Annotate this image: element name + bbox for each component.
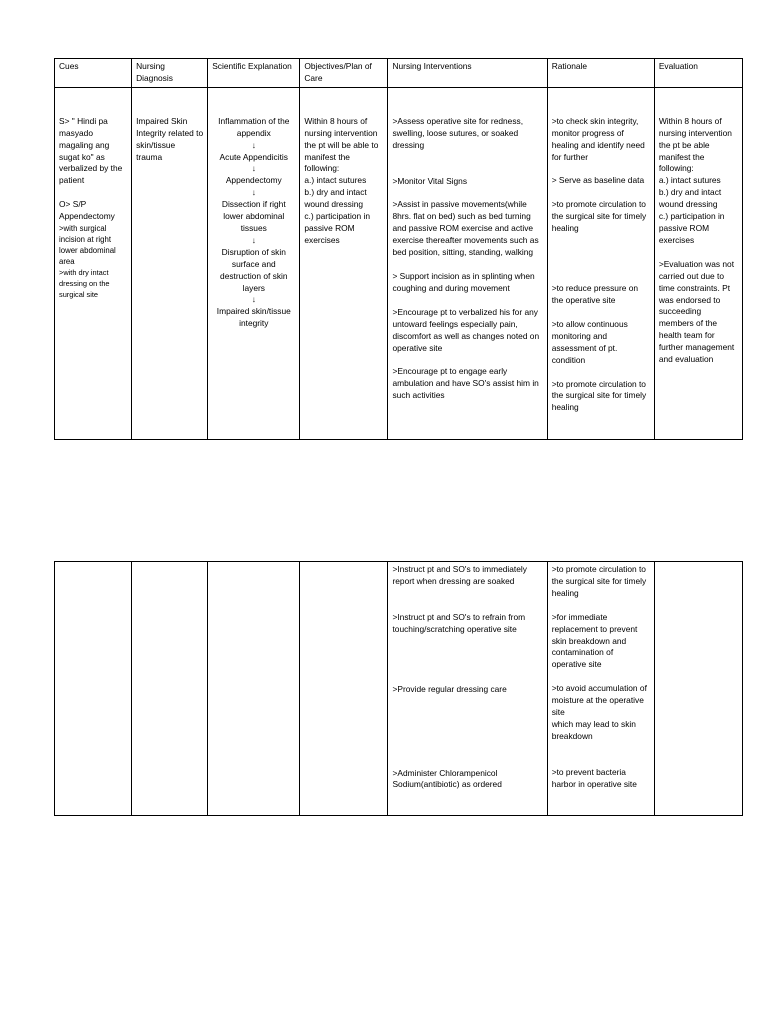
objective-cue-incision: >with surgical incision at right lower abdominal area	[59, 224, 116, 267]
evaluation-cell-empty	[654, 562, 742, 816]
explanation-cell	[208, 87, 300, 439]
evaluation-text: Within 8 hours of nursing intervention the pt be able manifest the following: a.) intact sutures b.) dry and intact wound dressing c.) participation in passive ROM exercises	[658, 115, 732, 245]
rationale-cell	[547, 87, 654, 439]
objectives-cell	[300, 87, 388, 439]
explanation-step: Dissection if right lower abdominal tissues	[221, 199, 286, 233]
header-objectives: Objectives/Plan of Care	[300, 59, 388, 88]
interventions-cell	[388, 562, 547, 816]
down-arrow-icon: ↓	[251, 294, 256, 305]
intervention-item: > Support incision as in splinting when coughing and during movement	[392, 270, 535, 293]
rationale-item: >to reduce pressure on the operative site	[551, 283, 639, 305]
explanation-step: Disruption of skin surface and destruction of skin layers	[220, 246, 288, 293]
rationale-item: >to promote circulation to the surgical site for timely healing	[551, 378, 647, 413]
header-nursing-diagnosis: Nursing Diagnosis	[132, 59, 208, 88]
intervention-item: >Assess operative site for redness, swelling, loose sutures, or soaked dressing	[392, 115, 524, 150]
intervention-item: >Encourage pt to engage early ambulation and have SO's assist him in such activities	[392, 366, 539, 401]
rationale-item: >for immediate replacement to prevent skin breakdown and contamination of operative site	[551, 611, 638, 670]
objectives-cell-empty	[300, 562, 388, 816]
header-rationale: Rationale	[547, 59, 654, 88]
table-row	[55, 562, 743, 816]
explanation-step: Acute Appendicitis	[219, 151, 288, 162]
explanation-step: Inflammation of the appendix	[218, 115, 290, 138]
nursing-care-plan-table	[54, 58, 743, 440]
evaluation-cell	[654, 87, 742, 439]
rationale-item: >to promote circulation to the surgical site for timely healing	[551, 564, 647, 598]
cues-cell	[55, 87, 132, 439]
diagnosis-cell-empty	[132, 562, 208, 816]
rationale-item: >to check skin integrity, monitor progress of healing and identify need for further	[551, 115, 645, 162]
table-row	[55, 87, 743, 439]
evaluation-note: >Evaluation was not carried out due to time constraints. Pt was endorsed to succeeding members of the health team for further management and evaluation	[658, 258, 735, 365]
down-arrow-icon: ↓	[251, 234, 256, 245]
down-arrow-icon: ↓	[251, 187, 256, 198]
objectives-text: Within 8 hours of nursing intervention the pt will be able to manifest the following: a.) intact sutures b.) dry and intact wound dressing c.) participation in passive ROM exercises	[304, 115, 379, 245]
header-nursing-interventions: Nursing Interventions	[388, 59, 547, 88]
table-header-row	[55, 59, 743, 88]
diagnosis-cell	[132, 87, 208, 439]
down-arrow-icon: ↓	[251, 163, 256, 174]
intervention-item: >Instruct pt and SO's to refrain from touching/scratching operative site	[392, 611, 526, 634]
subjective-cue: S> " Hindi pa masyado magaling ang sugat ko" as verbalized by the patient	[59, 115, 123, 186]
explanation-step: Appendectomy	[225, 175, 282, 186]
rationale-item: > Serve as baseline data	[551, 175, 645, 186]
explanation-cell-empty	[208, 562, 300, 816]
intervention-item: >Assist in passive movements(while 8hrs. flat on bed) such as bed turning and passive ROM exercise and active exercise thereafter movements such as bed position, sitting, standing, walking	[392, 199, 539, 258]
intervention-item: >Provide regular dressing care	[392, 683, 507, 694]
interventions-cell	[388, 87, 547, 439]
rationale-item: >to allow continuous monitoring and assessment of pt. condition	[551, 318, 628, 365]
nursing-diagnosis: Impaired Skin Integrity related to skin/tissue trauma	[136, 115, 204, 162]
down-arrow-icon: ↓	[251, 139, 256, 150]
explanation-step: Impaired skin/tissue integrity	[216, 306, 291, 329]
objective-cue: O> S/P Appendectomy	[59, 199, 115, 222]
intervention-item: >Monitor Vital Signs	[392, 175, 468, 186]
rationale-cell	[547, 562, 654, 816]
intervention-item: >Encourage pt to verbalized his for any untoward feelings especially pain, discomfort as well as changes noted on operative site	[392, 306, 540, 353]
nursing-care-plan-continuation-table	[54, 561, 743, 816]
header-cues: Cues	[55, 59, 132, 88]
header-scientific-explanation: Scientific Explanation	[208, 59, 300, 88]
intervention-item: >Instruct pt and SO's to immediately report when dressing are soaked	[392, 564, 527, 586]
intervention-item: >Administer Chlorampenicol Sodium(antibiotic) as ordered	[392, 767, 502, 790]
rationale-item: >to promote circulation to the surgical site for timely healing	[551, 199, 647, 234]
header-evaluation: Evaluation	[654, 59, 742, 88]
cues-cell-empty	[55, 562, 132, 816]
rationale-item: >to prevent bacteria harbor in operative site	[551, 766, 637, 789]
objective-cue-dressing: >with dry intact dressing on the surgical site	[59, 268, 110, 300]
rationale-item: >to avoid accumulation of moisture at the operative site which may lead to skin breakdown	[551, 683, 647, 741]
